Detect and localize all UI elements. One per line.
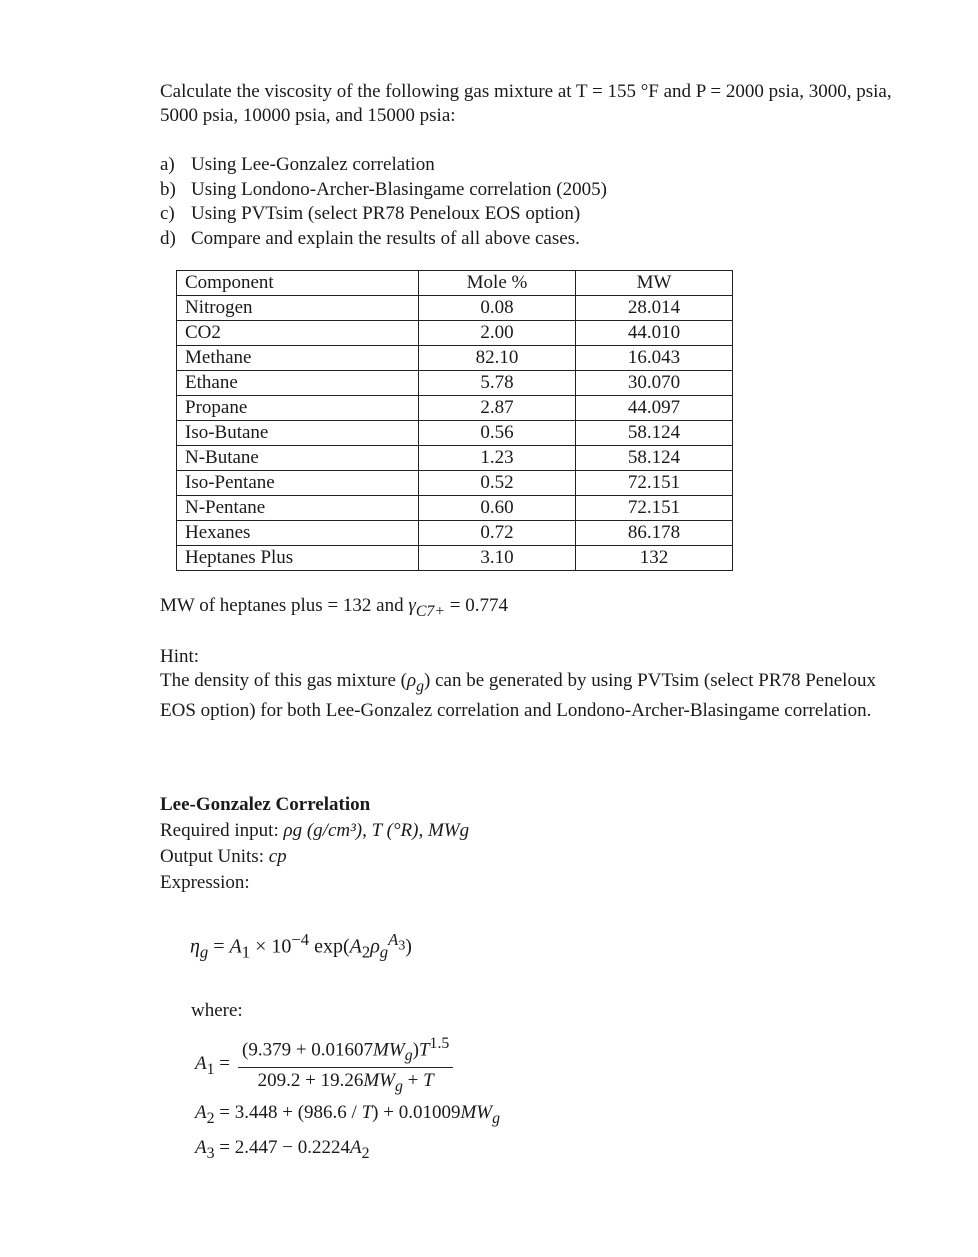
table-row	[177, 371, 733, 396]
cell-mole-percent: 5.78	[419, 371, 576, 396]
table-row	[177, 396, 733, 421]
output-units-value: cp	[268, 846, 287, 867]
table-header-row	[177, 271, 733, 296]
rho-symbol: ρ	[406, 670, 417, 691]
table-row	[177, 496, 733, 521]
cell-mw: 132	[576, 546, 733, 571]
task-item: d) Compare and explain the results of all above cases.	[160, 227, 580, 249]
expression-label: Expression:	[160, 872, 250, 893]
table-row	[177, 346, 733, 371]
task-list	[160, 153, 607, 251]
cell-component: Heptanes Plus	[177, 546, 419, 571]
cell-mw: 72.151	[576, 471, 733, 496]
cell-component: N-Pentane	[177, 496, 419, 521]
cell-mole-percent: 0.72	[419, 521, 576, 546]
cell-component: Ethane	[177, 371, 419, 396]
a1-equation: $A_1$ = $\frac{(9.379 + 0.01607MW_g)T^{1.5}}{209.2 + 19.26MW_g + T}$	[195, 1035, 453, 1096]
output-units-line: Output Units: cp	[160, 846, 287, 867]
table-row	[177, 546, 733, 571]
cell-component: Iso-Pentane	[177, 471, 419, 496]
table-row	[177, 421, 733, 446]
cell-mole-percent: 0.52	[419, 471, 576, 496]
cell-mole-percent: 2.00	[419, 321, 576, 346]
column-header-component: Component	[177, 271, 419, 296]
table-row	[177, 321, 733, 346]
cell-component: N-Butane	[177, 446, 419, 471]
where-label: where:	[191, 1000, 243, 1021]
cell-mole-percent: 0.08	[419, 296, 576, 321]
table-row	[177, 296, 733, 321]
cell-mw: 72.151	[576, 496, 733, 521]
gamma-symbol: γ	[408, 595, 416, 616]
cell-component: Hexanes	[177, 521, 419, 546]
task-item: c) Using PVTsim (select PR78 Peneloux EOS option)	[160, 203, 581, 224]
cell-mw: 28.014	[576, 296, 733, 321]
gamma-subscript: C7+	[415, 602, 446, 620]
table-row	[177, 471, 733, 496]
cell-component: Nitrogen	[177, 296, 419, 321]
lee-gonzalez-details	[160, 818, 469, 896]
hint-title: Hint:	[160, 646, 200, 667]
viscosity-equation: $\eta_g = A_1 \times 10^{-4}$ $\exp(A_2\rho_g^{A_3})$	[190, 930, 412, 962]
column-header-mw: MW	[576, 271, 733, 296]
cell-mw: 86.178	[576, 521, 733, 546]
task-item: b) Using Londono-Archer-Blasingame correlation (2005)	[160, 178, 607, 200]
composition-table	[176, 270, 733, 571]
cell-mole-percent: 3.10	[419, 546, 576, 571]
hint-section	[160, 645, 900, 723]
problem-intro: Calculate the viscosity of the following gas mixture at T = 155 °F and P = 2000 psia, 3000, psia, 5000 psia, 10000 psia, and 15000 psia:	[160, 81, 892, 126]
cell-mole-percent: 0.60	[419, 496, 576, 521]
cell-mw: 58.124	[576, 446, 733, 471]
cell-mole-percent: 0.56	[419, 421, 576, 446]
rho-subscript: g	[416, 677, 425, 695]
cell-component: CO2	[177, 321, 419, 346]
cell-mw: 58.124	[576, 421, 733, 446]
cell-mole-percent: 2.87	[419, 396, 576, 421]
a3-equation: $A_3 = 2.447 - 0.2224A_2$	[195, 1137, 370, 1162]
heptanes-plus-note: MW of heptanes plus = 132 and $\gamma_{C7+} = 0.774$	[160, 595, 508, 620]
lee-gonzalez-title: Lee-Gonzalez Correlation	[160, 794, 371, 815]
cell-component: Iso-Butane	[177, 421, 419, 446]
table-row	[177, 521, 733, 546]
required-input-value: ρg (g/cm³), T (°R), MWg	[283, 820, 470, 841]
cell-mw: 30.070	[576, 371, 733, 396]
cell-mw: 44.010	[576, 321, 733, 346]
table-row	[177, 446, 733, 471]
task-item: a) Using Lee-Gonzalez correlation	[160, 154, 435, 175]
cell-mw: 16.043	[576, 346, 733, 371]
cell-mole-percent: 1.23	[419, 446, 576, 471]
cell-component: Methane	[177, 346, 419, 371]
column-header-mole-percent: Mole %	[419, 271, 576, 296]
cell-mw: 44.097	[576, 396, 733, 421]
a2-equation: $A_2 = 3.448 + (986.6 / T) + 0.01009MW_g$	[195, 1102, 501, 1127]
hint-text: The density of this gas mixture $(\rho_g)$ can be generated by using PVTsim (select PR78 Peneloux EOS option) for both Lee-Gonzalez correlation and Londono-Archer-Blasingame correlation.	[160, 670, 876, 721]
cell-mole-percent: 82.10	[419, 346, 576, 371]
required-input-line: Required input: ρg (g/cm³), T (°R), MWg	[160, 820, 470, 841]
cell-component: Propane	[177, 396, 419, 421]
